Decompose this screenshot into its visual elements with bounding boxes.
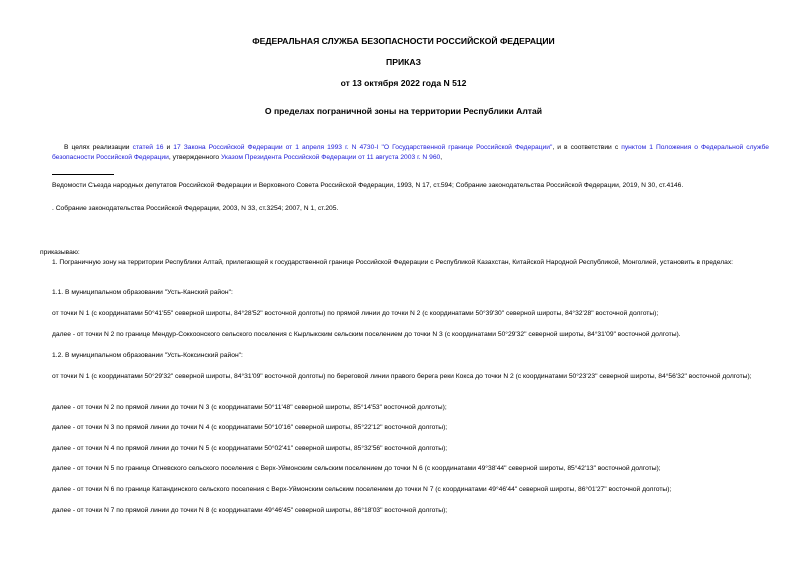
item-1-2-line-e: далее - от точки N 5 по границе Огневского сельского поселения с Верх-Уймонским сельским поселением до точки N 6 (с координатами 49°38'44" северной широты, 85°42'13" восточной долготы); — [52, 465, 661, 472]
preamble-text-5: , — [440, 154, 443, 161]
item-1-1-line-b: далее - от точки N 2 по границе Мендур-Соккоонского сельского поселения с Кырлыкским сельским поселением до точки N 3 (с координатами 50°29'32" северной широты, 84°31'09" восточной долготы). — [52, 331, 681, 338]
link-presidential-decree[interactable]: Указом Президента Российской Федерации от 11 августа 2003 г. N 960 — [220, 154, 441, 161]
link-law-4730[interactable]: 17 Закона Российской Федерации от 1 апреля 1993 г. N 4730-I "О Государственной границе Российской Федерации" — [173, 144, 553, 151]
footnote-1: Ведомости Съезда народных депутатов Российской Федерации и Верховного Совета Российской Федерации, 1993, N 17, ст.594; Собрание законодательства Российской Федерации, 2019, N 30, ст.4146. — [52, 182, 684, 189]
preamble-text-4: , утвержденного — [168, 154, 221, 161]
item-1-2-line-g: далее - от точки N 7 по прямой линии до точки N 8 (с координатами 49°46'45" северной широты, 86°18'03" восточной долготы); — [52, 507, 448, 514]
footnote-divider — [52, 174, 114, 175]
preamble-text-1: В целях реализации — [64, 144, 133, 151]
preamble-text-3: , и в соответствии с — [552, 144, 622, 151]
item-1-2: 1.2. В муниципальном образовании "Усть-Коксинский район": — [52, 352, 243, 359]
item-1-2-line-d: далее - от точки N 4 по прямой линии до точки N 5 (с координатами 50°02'41" северной широты, 85°32'56" восточной долготы); — [52, 445, 448, 452]
item-1-1-line-a: от точки N 1 (с координатами 50°41'55" северной широты, 84°28'52" восточной долготы) по прямой линии до точки N 2 (с координатами 50°39'30" северной широты, 84°32'28" восточной долготы); — [52, 310, 659, 317]
order-word: приказываю: — [40, 249, 80, 256]
footnote-2: . Собрание законодательства Российской Федерации, 2003, N 33, ст.3254; 2007, N 1, ст.205. — [52, 205, 339, 212]
item-1-2-line-a: от точки N 1 (с координатами 50°29'32" северной широты, 84°31'09" восточной долготы) по береговой линии правого берега реки Кокса до точки N 2 (с координатами 50°23'23" северной широты, 84°56'32" восточной долготы); — [52, 373, 752, 380]
preamble-text-2: и — [163, 144, 174, 151]
document-type: ПРИКАЗ — [386, 57, 421, 67]
link-article-16[interactable]: статей 16 — [132, 144, 164, 151]
agency-heading: ФЕДЕРАЛЬНАЯ СЛУЖБА БЕЗОПАСНОСТИ РОССИЙСКОЙ ФЕДЕРАЦИИ — [252, 36, 555, 46]
item-1-2-line-f: далее - от точки N 6 по границе Катандинского сельского поселения с Верх-Уймонским сельским поселением до точки N 7 (с координатами 49°46'44" северной широты, 86°01'27" восточной долготы); — [52, 486, 672, 493]
item-1: 1. Пограничную зону на территории Республики Алтай, прилегающей к государственной границе Российской Федерации с Республикой Казахстан, Китайской Народной Республикой, Монголией, установить в пределах: — [52, 259, 734, 266]
preamble-paragraph — [52, 143, 769, 163]
item-1-2-line-c: далее - от точки N 3 по прямой линии до точки N 4 (с координатами 50°10'16" северной широты, 85°22'12" восточной долготы); — [52, 424, 448, 431]
document-title: О пределах пограничной зоны на территории Республики Алтай — [264, 106, 543, 116]
document-date-number: от 13 октября 2022 года N 512 — [340, 78, 467, 88]
item-1-2-line-b: далее - от точки N 2 по прямой линии до точки N 3 (с координатами 50°11'48" северной широты, 85°14'53" восточной долготы); — [52, 404, 447, 411]
item-1-1: 1.1. В муниципальном образовании "Усть-Канский район": — [52, 289, 233, 296]
link-fsb-regulation[interactable]: пунктом 1 Положения о Федеральной службе безопасности Российской Федерации — [52, 144, 770, 161]
